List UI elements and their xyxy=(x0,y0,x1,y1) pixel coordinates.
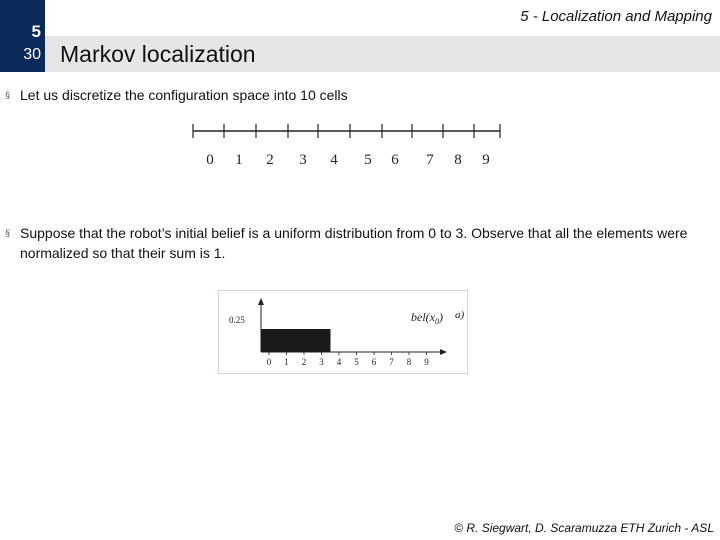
belief-curve-label: $bel(x_0)$ xyxy=(411,310,443,326)
bullet-item xyxy=(5,223,705,263)
bullet-text: Suppose that the robot’s initial belief is a uniform distribution from 0 to 3. Observe that all the elements were normalized so that their sum is 1. xyxy=(20,225,688,261)
bullet-text: Let us discretize the configuration space into 10 cells xyxy=(20,87,348,103)
number-line-label: 6 xyxy=(391,152,399,168)
belief-x-tick-label: 8 xyxy=(406,357,412,367)
belief-x-tick-label: 1 xyxy=(284,357,289,367)
belief-x-tick-label: 2 xyxy=(301,357,307,367)
bullet-marker-icon: § xyxy=(5,90,11,100)
belief-plot xyxy=(219,291,467,373)
number-line-label: 8 xyxy=(454,152,462,168)
belief-y-axis-arrow-icon xyxy=(258,298,264,305)
number-line-label: 7 xyxy=(426,152,434,168)
belief-x-tick-label: 9 xyxy=(424,357,429,367)
belief-x-tick-label: 3 xyxy=(319,357,324,367)
slide-title: Markov localization xyxy=(60,41,256,67)
slide-number-badge xyxy=(0,0,45,72)
number-line-label: 4 xyxy=(330,152,338,168)
number-line-label: 1 xyxy=(235,152,243,168)
belief-x-tick-label: 6 xyxy=(371,357,377,367)
belief-x-axis-arrow-icon xyxy=(440,349,447,355)
belief-y-tick-label: 0.25 xyxy=(229,315,245,325)
number-line-label: 3 xyxy=(299,152,307,168)
number-line-label: 2 xyxy=(266,152,274,168)
bullet-marker-icon: § xyxy=(5,228,11,238)
belief-x-tick-label: 7 xyxy=(389,357,394,367)
bullet-item xyxy=(5,85,705,105)
number-line-label: 5 xyxy=(364,152,372,168)
number-line-diagram xyxy=(190,117,510,172)
number-line-label: 9 xyxy=(482,152,490,168)
belief-panel-label: a) xyxy=(455,309,465,321)
belief-x-tick-label: 5 xyxy=(354,357,359,367)
chapter-title: 5 - Localization and Mapping xyxy=(520,8,712,25)
footer-credit: © R. Siegwart, D. Scaramuzza ETH Zurich - ASL xyxy=(454,521,714,535)
chapter-number: 5 xyxy=(31,22,41,41)
number-line-label: 0 xyxy=(206,152,214,168)
belief-plot-figure xyxy=(218,290,468,374)
number-line-figure xyxy=(190,117,510,172)
page-number: 30 xyxy=(23,46,41,63)
title-bar xyxy=(45,36,720,72)
belief-x-tick-label: 4 xyxy=(336,357,342,367)
belief-x-tick-label: 0 xyxy=(266,357,272,367)
belief-bar xyxy=(261,329,331,352)
